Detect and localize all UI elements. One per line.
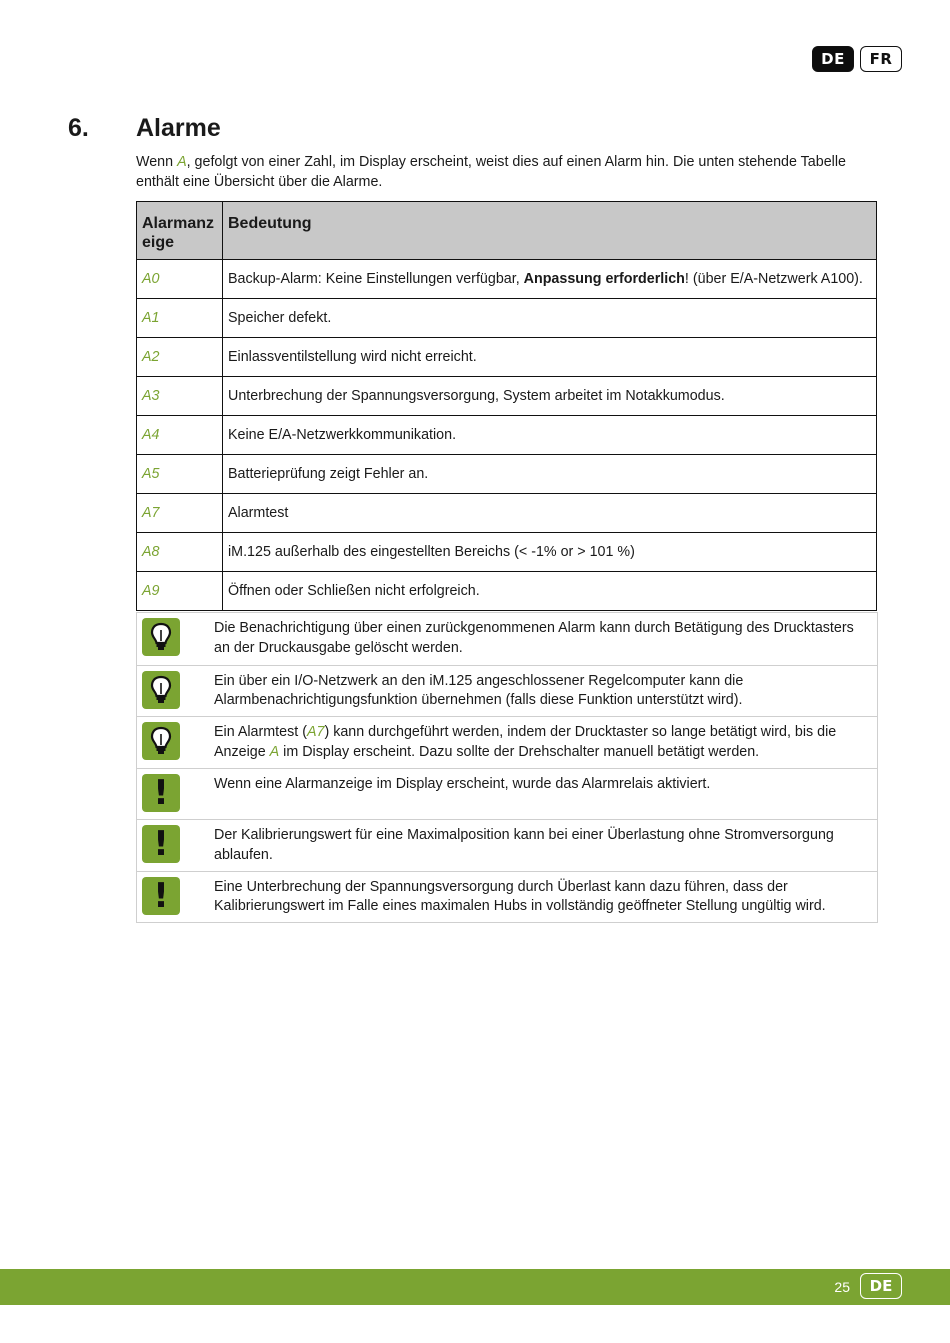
note-text: Der Kalibrierungswert für eine Maximalposition kann bei einer Überlastung ohne Stromversorgung ablaufen. (214, 827, 834, 863)
meaning-emphasis: Anpassung erforderlich (523, 271, 685, 287)
alarm-meaning-cell (223, 260, 877, 299)
table-row (137, 494, 877, 533)
footer-bar (0, 1269, 950, 1305)
table-row (137, 455, 877, 494)
section-number: 6. (68, 114, 89, 142)
alarm-code-cell: A8 (137, 533, 223, 572)
header-alarm-code: Alarmanz eige (137, 202, 223, 260)
notes-list (136, 612, 878, 923)
meaning-text-end: ! (über E/A-Netzwerk A100). (684, 271, 863, 287)
warning-note (137, 871, 877, 923)
lightbulb-icon (142, 722, 180, 760)
note-text: Die Benachrichtigung über einen zurückgenommenen Alarm kann durch Betätigung des Drucktasters an der Druckausgabe gelöscht werden. (214, 620, 854, 656)
table-row (137, 416, 877, 455)
alarm-meaning-cell: Einlassventilstellung wird nicht erreicht. (223, 338, 877, 377)
alarm-meaning-cell: Batterieprüfung zeigt Fehler an. (223, 455, 877, 494)
lightbulb-icon (142, 618, 180, 656)
meaning-text: Backup-Alarm: Keine Einstellungen verfügbar, (228, 271, 524, 287)
lang-tab-de[interactable]: DE (812, 46, 854, 72)
note-text-part: Ein Alarmtest ( (214, 724, 307, 740)
intro-text-end: , gefolgt von einer Zahl, im Display erscheint, weist dies auf einen Alarm hin. Die unten stehende Tabelle enthält eine Übersicht über die Alarme. (136, 154, 846, 190)
exclamation-glyph: ! (153, 824, 169, 864)
alarm-meaning-cell: Keine E/A-Netzwerkkommunikation. (223, 416, 877, 455)
footer-lang-tab: DE (860, 1273, 902, 1299)
exclamation-glyph: ! (153, 772, 169, 813)
alarm-meaning-cell: Öffnen oder Schließen nicht erfolgreich. (223, 572, 877, 611)
lightbulb-icon (142, 671, 180, 709)
table-row (137, 572, 877, 611)
table-header-row (137, 202, 877, 260)
alarm-meaning-cell: Alarmtest (223, 494, 877, 533)
note-text-part: ) kann durchgeführt werden, indem der Drucktaster so lange betätigt wird, bis die Anzeige (214, 724, 837, 760)
header-meaning: Bedeutung (223, 202, 877, 260)
warning-note (137, 768, 877, 820)
alarm-meaning-cell: Unterbrechung der Spannungsversorgung, System arbeitet im Notakkumodus. (223, 377, 877, 416)
tip-note (137, 665, 877, 717)
note-text: Eine Unterbrechung der Spannungsversorgung durch Überlast kann dazu führen, dass der Kalibrierungswert im Falle eines maximalen Hubs in vollständig geöffneter Stellung ungültig wird. (214, 878, 826, 914)
exclamation-glyph: ! (153, 875, 169, 916)
alarm-code-cell: A7 (137, 494, 223, 533)
intro-alarm-code: A (177, 154, 187, 170)
language-switcher (812, 46, 902, 72)
table-row (137, 338, 877, 377)
alarm-code-cell: A5 (137, 455, 223, 494)
alarm-code-cell: A2 (137, 338, 223, 377)
page-number: 25 (834, 1279, 850, 1295)
note-alarm-code: A7 (306, 724, 325, 740)
table-row (137, 299, 877, 338)
intro-text-start: Wenn (136, 154, 178, 170)
alarm-meaning-cell: Speicher defekt. (223, 299, 877, 338)
alarm-code-cell: A4 (137, 416, 223, 455)
table-row (137, 260, 877, 299)
table-row (137, 533, 877, 572)
section-heading (68, 114, 221, 143)
tip-note (137, 716, 877, 768)
note-text-part: im Display erscheint. Dazu sollte der Drehschalter manuell betätigt werden. (279, 743, 760, 760)
alarm-meaning-cell: iM.125 außerhalb des eingestellten Bereichs (< -1% or > 101 %) (223, 533, 877, 572)
warning-icon (142, 774, 180, 812)
alarm-code-cell: A0 (137, 260, 223, 299)
warning-icon (142, 825, 180, 863)
alarm-code-cell: A1 (137, 299, 223, 338)
section-title: Alarme (136, 114, 221, 142)
warning-note (137, 819, 877, 871)
tip-note (137, 613, 877, 665)
warning-icon (142, 877, 180, 915)
table-row (137, 377, 877, 416)
note-alarm-code: A (269, 743, 280, 760)
alarm-code-cell: A3 (137, 377, 223, 416)
alarm-table (136, 201, 877, 611)
alarm-code-cell: A9 (137, 572, 223, 611)
note-text: Wenn eine Alarmanzeige im Display erscheint, wurde das Alarmrelais aktiviert. (214, 775, 711, 792)
lang-tab-fr[interactable]: FR (860, 46, 902, 72)
intro-paragraph (136, 152, 866, 192)
note-text (214, 717, 864, 768)
note-text: Ein über ein I/O-Netzwerk an den iM.125 angeschlossener Regelcomputer kann die Alarmbenachrichtigungsfunktion übernehmen (falls diese Funktion unterstützt wird). (214, 672, 744, 708)
